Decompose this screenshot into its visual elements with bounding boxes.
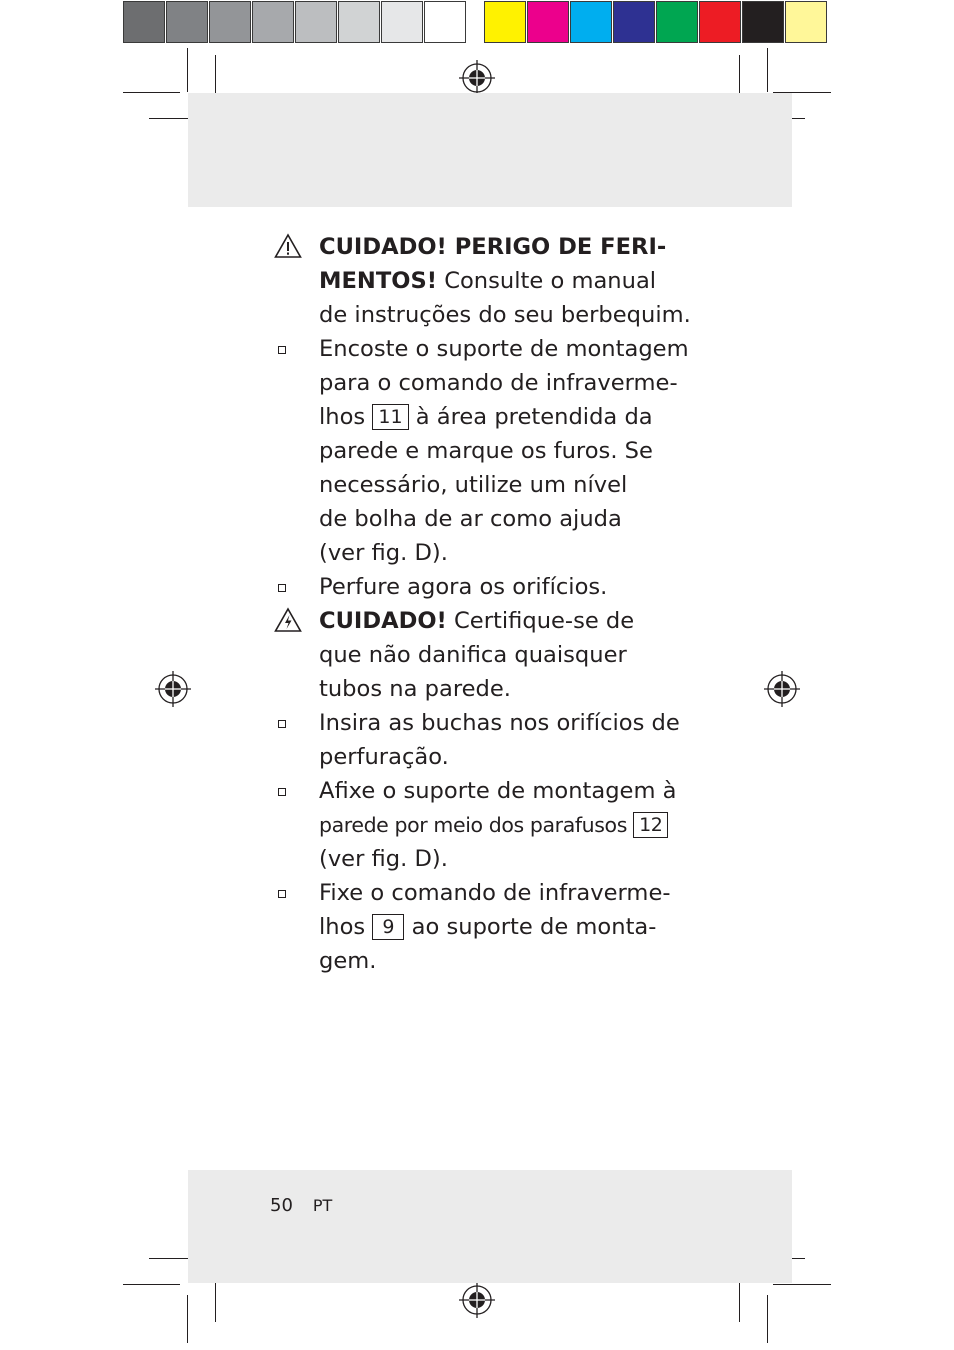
step-text: (ver fig. D). — [319, 846, 448, 872]
crop-mark — [187, 1295, 188, 1343]
grayscale-color-bar — [123, 1, 467, 45]
registration-mark-icon — [764, 671, 800, 707]
crop-mark — [767, 1295, 768, 1343]
checkbox-bullet-icon — [278, 346, 286, 354]
color-swatch — [570, 1, 612, 43]
warning-heading: MENTOS! — [319, 268, 438, 294]
step-text: para o comando de infraverme- — [319, 370, 678, 396]
warning-text: Consulte o manual — [437, 268, 657, 294]
crop-mark — [187, 48, 188, 92]
checkbox-bullet-icon — [278, 720, 286, 728]
registration-mark-icon — [459, 60, 495, 96]
step-text: Afixe o suporte de montagem à — [319, 778, 677, 804]
process-color-bar — [484, 1, 828, 45]
color-swatch — [527, 1, 569, 43]
color-swatch — [209, 1, 251, 43]
step-text: Encoste o suporte de montagem — [319, 336, 689, 362]
checkbox-bullet-icon — [278, 890, 286, 898]
color-swatch — [123, 1, 165, 43]
color-swatch — [295, 1, 337, 43]
header-band — [188, 93, 792, 207]
step-text: (ver fig. D). — [319, 540, 448, 566]
warning-text: que não danifica quaisquer — [319, 642, 627, 668]
warning-injury — [272, 230, 692, 332]
instructions-column — [272, 230, 692, 978]
registration-mark-icon — [155, 671, 191, 707]
step-text: lhos — [319, 914, 373, 940]
part-reference: 9 — [372, 914, 404, 940]
step-text: Perfure agora os orifícios. — [319, 574, 608, 600]
step-item — [272, 876, 692, 978]
crop-mark — [767, 48, 768, 92]
warning-text: tubos na parede. — [319, 676, 511, 702]
step-text: necessário, utilize um nível — [319, 472, 628, 498]
footer-band — [188, 1170, 792, 1283]
step-text: lhos — [319, 404, 373, 430]
step-item — [272, 774, 692, 876]
electric-hazard-icon — [274, 607, 302, 633]
step-text: ao suporte de monta- — [404, 914, 657, 940]
step-text: gem. — [319, 948, 377, 974]
part-reference: 12 — [633, 812, 668, 838]
step-text: Insira as buchas nos orifícios de — [319, 710, 680, 736]
color-swatch — [338, 1, 380, 43]
step-text: à área pretendida da — [408, 404, 653, 430]
checkbox-bullet-icon — [278, 584, 286, 592]
step-item — [272, 706, 692, 774]
step-text: Fixe o comando de infraverme- — [319, 880, 671, 906]
color-swatch — [252, 1, 294, 43]
color-swatch — [742, 1, 784, 43]
color-swatch — [785, 1, 827, 43]
checkbox-bullet-icon — [278, 788, 286, 796]
crop-mark — [123, 92, 180, 93]
page-number: 50 — [270, 1195, 293, 1216]
color-swatch — [166, 1, 208, 43]
color-swatch — [484, 1, 526, 43]
warning-triangle-icon — [274, 233, 302, 259]
color-swatch — [613, 1, 655, 43]
registration-mark-icon — [459, 1282, 495, 1318]
step-text: perfuração. — [319, 744, 449, 770]
step-item — [272, 332, 692, 570]
crop-mark — [123, 1284, 180, 1285]
color-swatch — [656, 1, 698, 43]
part-reference: 11 — [372, 404, 408, 430]
color-swatch — [381, 1, 423, 43]
page-footer — [270, 1192, 332, 1220]
language-code: PT — [312, 1196, 333, 1215]
step-text: de bolha de ar como ajuda — [319, 506, 622, 532]
step-item — [272, 570, 692, 604]
crop-mark — [773, 1284, 831, 1285]
warning-electric — [272, 604, 692, 706]
step-text: parede por meio dos parafusos — [319, 813, 634, 837]
warning-heading: CUIDADO! PERIGO DE FERI- — [319, 234, 667, 260]
color-swatch — [699, 1, 741, 43]
warning-heading: CUIDADO! — [319, 608, 447, 634]
crop-mark — [739, 1278, 740, 1322]
warning-text: de instruções do seu berbequim. — [319, 302, 691, 328]
crop-mark — [215, 1278, 216, 1322]
warning-text: Certifique-se de — [446, 608, 635, 634]
step-text: parede e marque os furos. Se — [319, 438, 653, 464]
color-swatch — [424, 1, 466, 43]
